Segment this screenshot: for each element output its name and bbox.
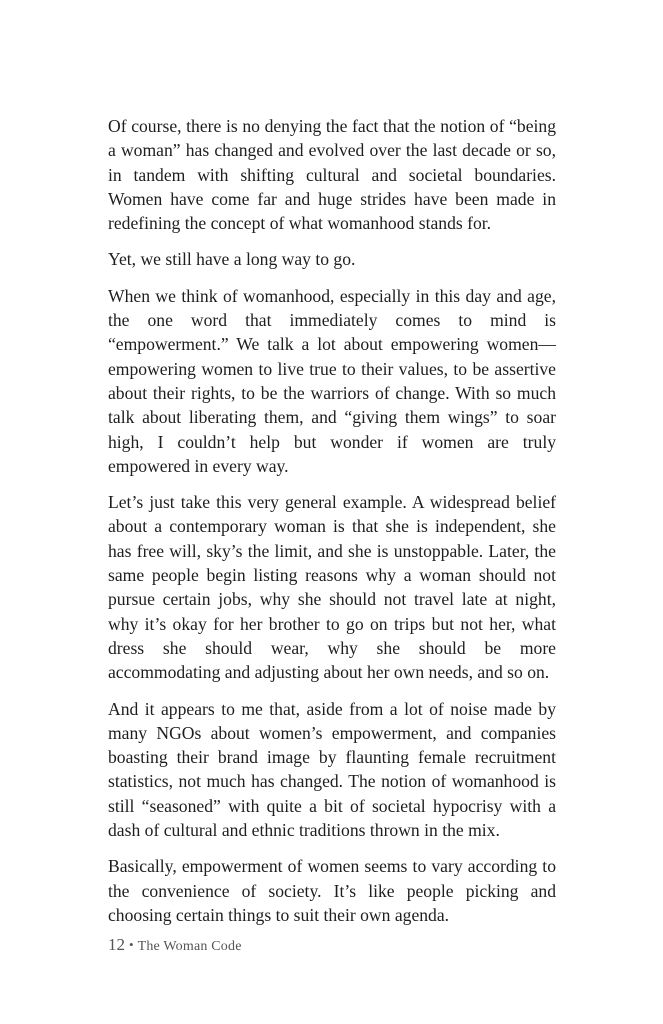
running-title: The Woman Code: [137, 939, 242, 954]
paragraph-5: And it appears to me that, aside from a lot of noise made by many NGOs about women’s empowerment, and companies boasting their brand image by flaunting female recruitment statistics, not much has changed. The notion of womanhood is still “seasoned” with quite a bit of societal hypocrisy with a dash of cultural and ethnic traditions thrown in the mix.: [108, 698, 556, 841]
page-number: 12: [108, 935, 125, 954]
paragraph-2: Yet, we still have a long way to go.: [108, 249, 356, 270]
paragraph-6: Basically, empowerment of women seems to vary according to the convenience of society. It’s like people picking and choosing certain things to suit their own agenda.: [108, 856, 556, 925]
paragraph-1: Of course, there is no denying the fact that the notion of “being a woman” has changed and evolved over the last decade or so, in tandem with shifting cultural and societal boundaries. Women have come far and huge strides have been made in redefining the concept of what womanhood stands for.: [108, 116, 556, 234]
paragraph-4: Let’s just take this very general example. A widespread belief about a contemporary woman is that she is independent, she has free will, sky’s the limit, and she is unstoppable. Later, the same people begin listing reasons why a woman should not pursue certain jobs, why she should not travel late at night, why it’s okay for her brother to go on trips but not her, what dress she should wear, why she should be more accommodating and adjusting about her own needs, and so on.: [108, 492, 556, 683]
page-body: [108, 114, 556, 939]
footer-separator: •: [129, 937, 134, 952]
page-footer: [108, 934, 242, 958]
paragraph-3: When we think of womanhood, especially in this day and age, the one word that immediately comes to mind is “empowerment.” We talk a lot about empowering women—empowering women to live true to their values, to be assertive about their rights, to be the warriors of change. With so much talk about liberating them, and “giving them wings” to soar high, I couldn’t help but wonder if women are truly empowered in every way.: [108, 285, 556, 476]
